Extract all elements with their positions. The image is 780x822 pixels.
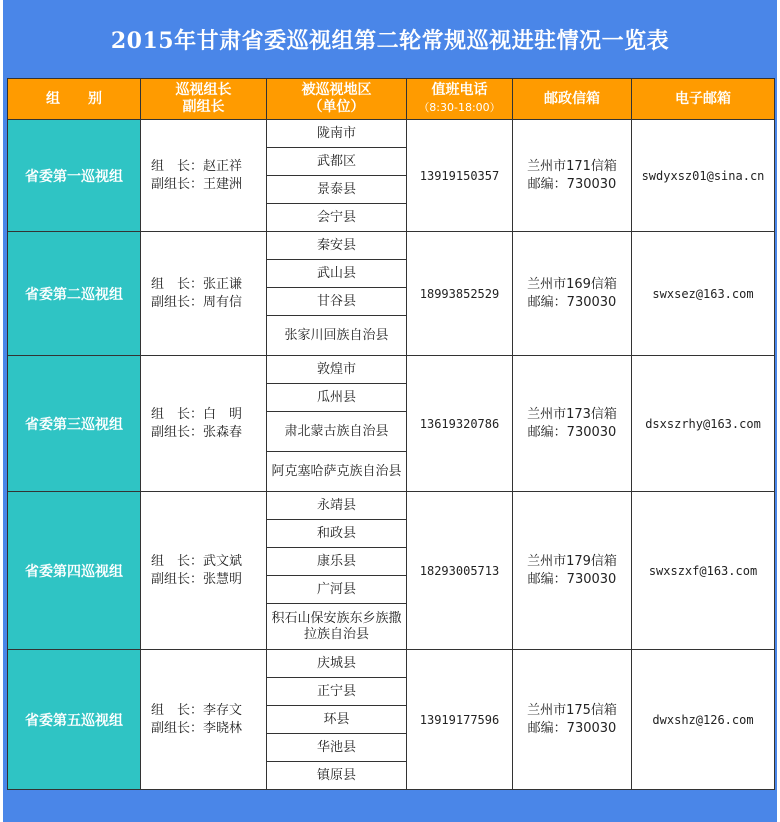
header-email: 电子邮箱 [632,79,775,120]
area-cell: 张家川回族自治县 [267,316,407,356]
email-cell: swxszxf@163.com [632,492,775,650]
area-cell: 肃北蒙古族自治县 [267,412,407,452]
area-cell: 庆城县 [267,650,407,678]
group-name-cell: 省委第四巡视组 [8,492,141,650]
mailbox-cell: 兰州市175信箱 邮编：730030 [513,650,632,790]
leader-cell: 组 长：白 明 副组长：张森春 [141,356,267,492]
leader-cell: 组 长：张正谦 副组长：周有信 [141,232,267,356]
mailbox-cell: 兰州市171信箱 邮编：730030 [513,120,632,232]
email-cell: dsxszrhy@163.com [632,356,775,492]
area-cell: 敦煌市 [267,356,407,384]
area-cell: 甘谷县 [267,288,407,316]
page-title: 2015年甘肃省委巡视组第二轮常规巡视进驻情况一览表 [110,27,670,54]
phone-cell: 18993852529 [407,232,513,356]
mailbox-cell: 兰州市169信箱 邮编：730030 [513,232,632,356]
area-cell: 武山县 [267,260,407,288]
phone-cell: 18293005713 [407,492,513,650]
table-row [8,650,775,678]
group-name-cell: 省委第一巡视组 [8,120,141,232]
phone-cell: 13919150357 [407,120,513,232]
table-row [8,120,775,148]
phone-cell: 13619320786 [407,356,513,492]
area-cell: 积石山保安族东乡族撒拉族自治县 [267,604,407,650]
email-cell: swxsez@163.com [632,232,775,356]
email-cell: swdyxsz01@sina.cn [632,120,775,232]
header-group: 组 别 [8,79,141,120]
header-phone: 值班电话 （8:30-18:00） [407,79,513,120]
footer-bar [3,792,777,822]
header-row [8,79,775,120]
group-name-cell: 省委第五巡视组 [8,650,141,790]
area-cell: 武都区 [267,148,407,176]
group-name-cell: 省委第三巡视组 [8,356,141,492]
email-cell: dwxshz@126.com [632,650,775,790]
area-cell: 广河县 [267,576,407,604]
area-cell: 和政县 [267,520,407,548]
phone-cell: 13919177596 [407,650,513,790]
table-row [8,232,775,260]
mailbox-cell: 兰州市173信箱 邮编：730030 [513,356,632,492]
area-cell: 永靖县 [267,492,407,520]
area-cell: 景泰县 [267,176,407,204]
area-cell: 瓜州县 [267,384,407,412]
table-row [8,492,775,520]
area-cell: 陇南市 [267,120,407,148]
header-area: 被巡视地区 （单位） [267,79,407,120]
area-cell: 正宁县 [267,678,407,706]
area-cell: 会宁县 [267,204,407,232]
mailbox-cell: 兰州市179信箱 邮编：730030 [513,492,632,650]
area-cell: 环县 [267,706,407,734]
area-cell: 镇原县 [267,762,407,790]
inspection-table [7,78,775,790]
group-name-cell: 省委第二巡视组 [8,232,141,356]
area-cell: 华池县 [267,734,407,762]
area-cell: 阿克塞哈萨克族自治县 [267,452,407,492]
table-row [8,356,775,384]
header-mailbox: 邮政信箱 [513,79,632,120]
area-cell: 秦安县 [267,232,407,260]
leader-cell: 组 长：赵正祥 副组长：王建洲 [141,120,267,232]
header-leader: 巡视组长 副组长 [141,79,267,120]
leader-cell: 组 长：武文斌 副组长：张慧明 [141,492,267,650]
leader-cell: 组 长：李存文 副组长：李晓林 [141,650,267,790]
area-cell: 康乐县 [267,548,407,576]
